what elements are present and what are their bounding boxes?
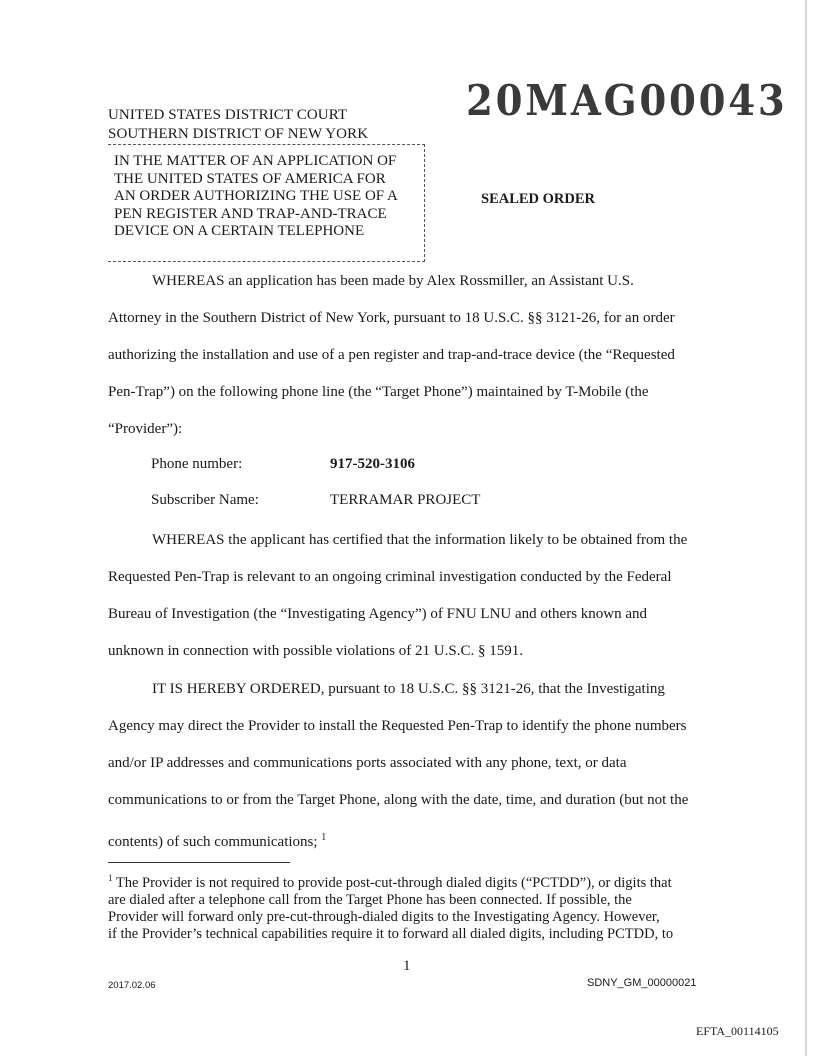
body-paragraph-1	[108, 263, 708, 448]
bates-number: SDNY_GM_00000021	[587, 977, 697, 989]
footnote-line-2: are dialed after a telephone call from the Target Phone has been connected. If possible, the	[108, 891, 632, 908]
para3-line-1	[108, 671, 708, 708]
para3-line-3: and/or IP addresses and communications ports associated with any phone, text, or data	[108, 755, 627, 771]
footnote	[108, 870, 716, 943]
court-heading	[108, 106, 368, 144]
caption-line-4: PEN REGISTER AND TRAP-AND-TRACE	[114, 205, 387, 222]
para2-line-1	[108, 522, 708, 559]
para3-line-5	[108, 819, 708, 861]
subscriber-name-label: Subscriber Name:	[151, 492, 259, 508]
para1-line-5: “Provider”):	[108, 421, 183, 437]
para2-line-4: unknown in connection with possible violations of 21 U.S.C. § 1591.	[108, 643, 523, 659]
phone-number-label: Phone number:	[151, 456, 243, 472]
document-title: SEALED ORDER	[481, 191, 596, 207]
caption-line-1: IN THE MATTER OF AN APPLICATION OF	[114, 153, 397, 169]
caption-line-3: AN ORDER AUTHORIZING THE USE OF A	[114, 188, 398, 204]
para2-text-1: WHEREAS the applicant has certified that the information likely to be obtained from the	[152, 532, 688, 548]
form-date: 2017.02.06	[108, 980, 156, 991]
page-number: 1	[403, 958, 411, 974]
case-number-stamp: 20MAG00043	[466, 76, 788, 125]
para1-line-4: Pen-Trap”) on the following phone line (the “Target Phone”) maintained by T-Mobile (the	[108, 384, 649, 400]
para2-line-2: Requested Pen-Trap is relevant to an ongoing criminal investigation conducted by the Federal	[108, 569, 672, 585]
body-paragraph-2	[108, 522, 708, 670]
footnote-reference: 1	[321, 832, 327, 843]
caption-line-5: DEVICE ON A CERTAIN TELEPHONE	[114, 223, 365, 239]
phone-number-value: 917-520-3106	[330, 456, 415, 472]
footnote-divider	[108, 862, 290, 863]
footnote-text-1: The Provider is not required to provide post-cut-through dialed digits (“PCTDD”), or digits that	[115, 874, 672, 891]
footnote-line-1	[108, 870, 716, 892]
para3-line-4: communications to or from the Target Phone, along with the date, time, and duration (but not the	[108, 792, 689, 808]
para1-line-1	[108, 263, 708, 300]
footnote-number: 1	[108, 873, 113, 883]
footnote-line-3: Provider will forward only pre-cut-through-dialed digits to the Investigating Agency. However,	[108, 908, 660, 925]
para1-text-1: WHEREAS an application has been made by Alex Rossmiller, an Assistant U.S.	[152, 273, 634, 289]
caption-text	[114, 153, 414, 241]
court-line-2: SOUTHERN DISTRICT OF NEW YORK	[108, 126, 369, 142]
para3-line-2: Agency may direct the Provider to install the Requested Pen-Trap to identify the phone numbers	[108, 718, 687, 734]
para2-line-3: Bureau of Investigation (the “Investigating Agency”) of FNU LNU and others known and	[108, 606, 648, 622]
caption-line-2: THE UNITED STATES OF AMERICA FOR	[114, 170, 386, 187]
court-line-1: UNITED STATES DISTRICT COURT	[108, 107, 348, 123]
para1-line-2: Attorney in the Southern District of New York, pursuant to 18 U.S.C. §§ 3121-26, for an order	[108, 310, 675, 326]
subscriber-name-value: TERRAMAR PROJECT	[330, 492, 481, 508]
body-paragraph-3	[108, 671, 708, 861]
para3-text-5: contents) of such communications;	[108, 834, 318, 850]
page-edge-shadow	[805, 0, 807, 1056]
para3-text-1: IT IS HEREBY ORDERED, pursuant to 18 U.S.C. §§ 3121-26, that the Investigating	[152, 681, 665, 697]
footnote-line-4: if the Provider’s technical capabilities require it to forward all dialed digits, including PCTDD, to	[108, 925, 674, 942]
efta-number: EFTA_00114105	[696, 1024, 779, 1038]
para1-line-3: authorizing the installation and use of a pen register and trap-and-trace device (the “Requested	[108, 347, 675, 363]
